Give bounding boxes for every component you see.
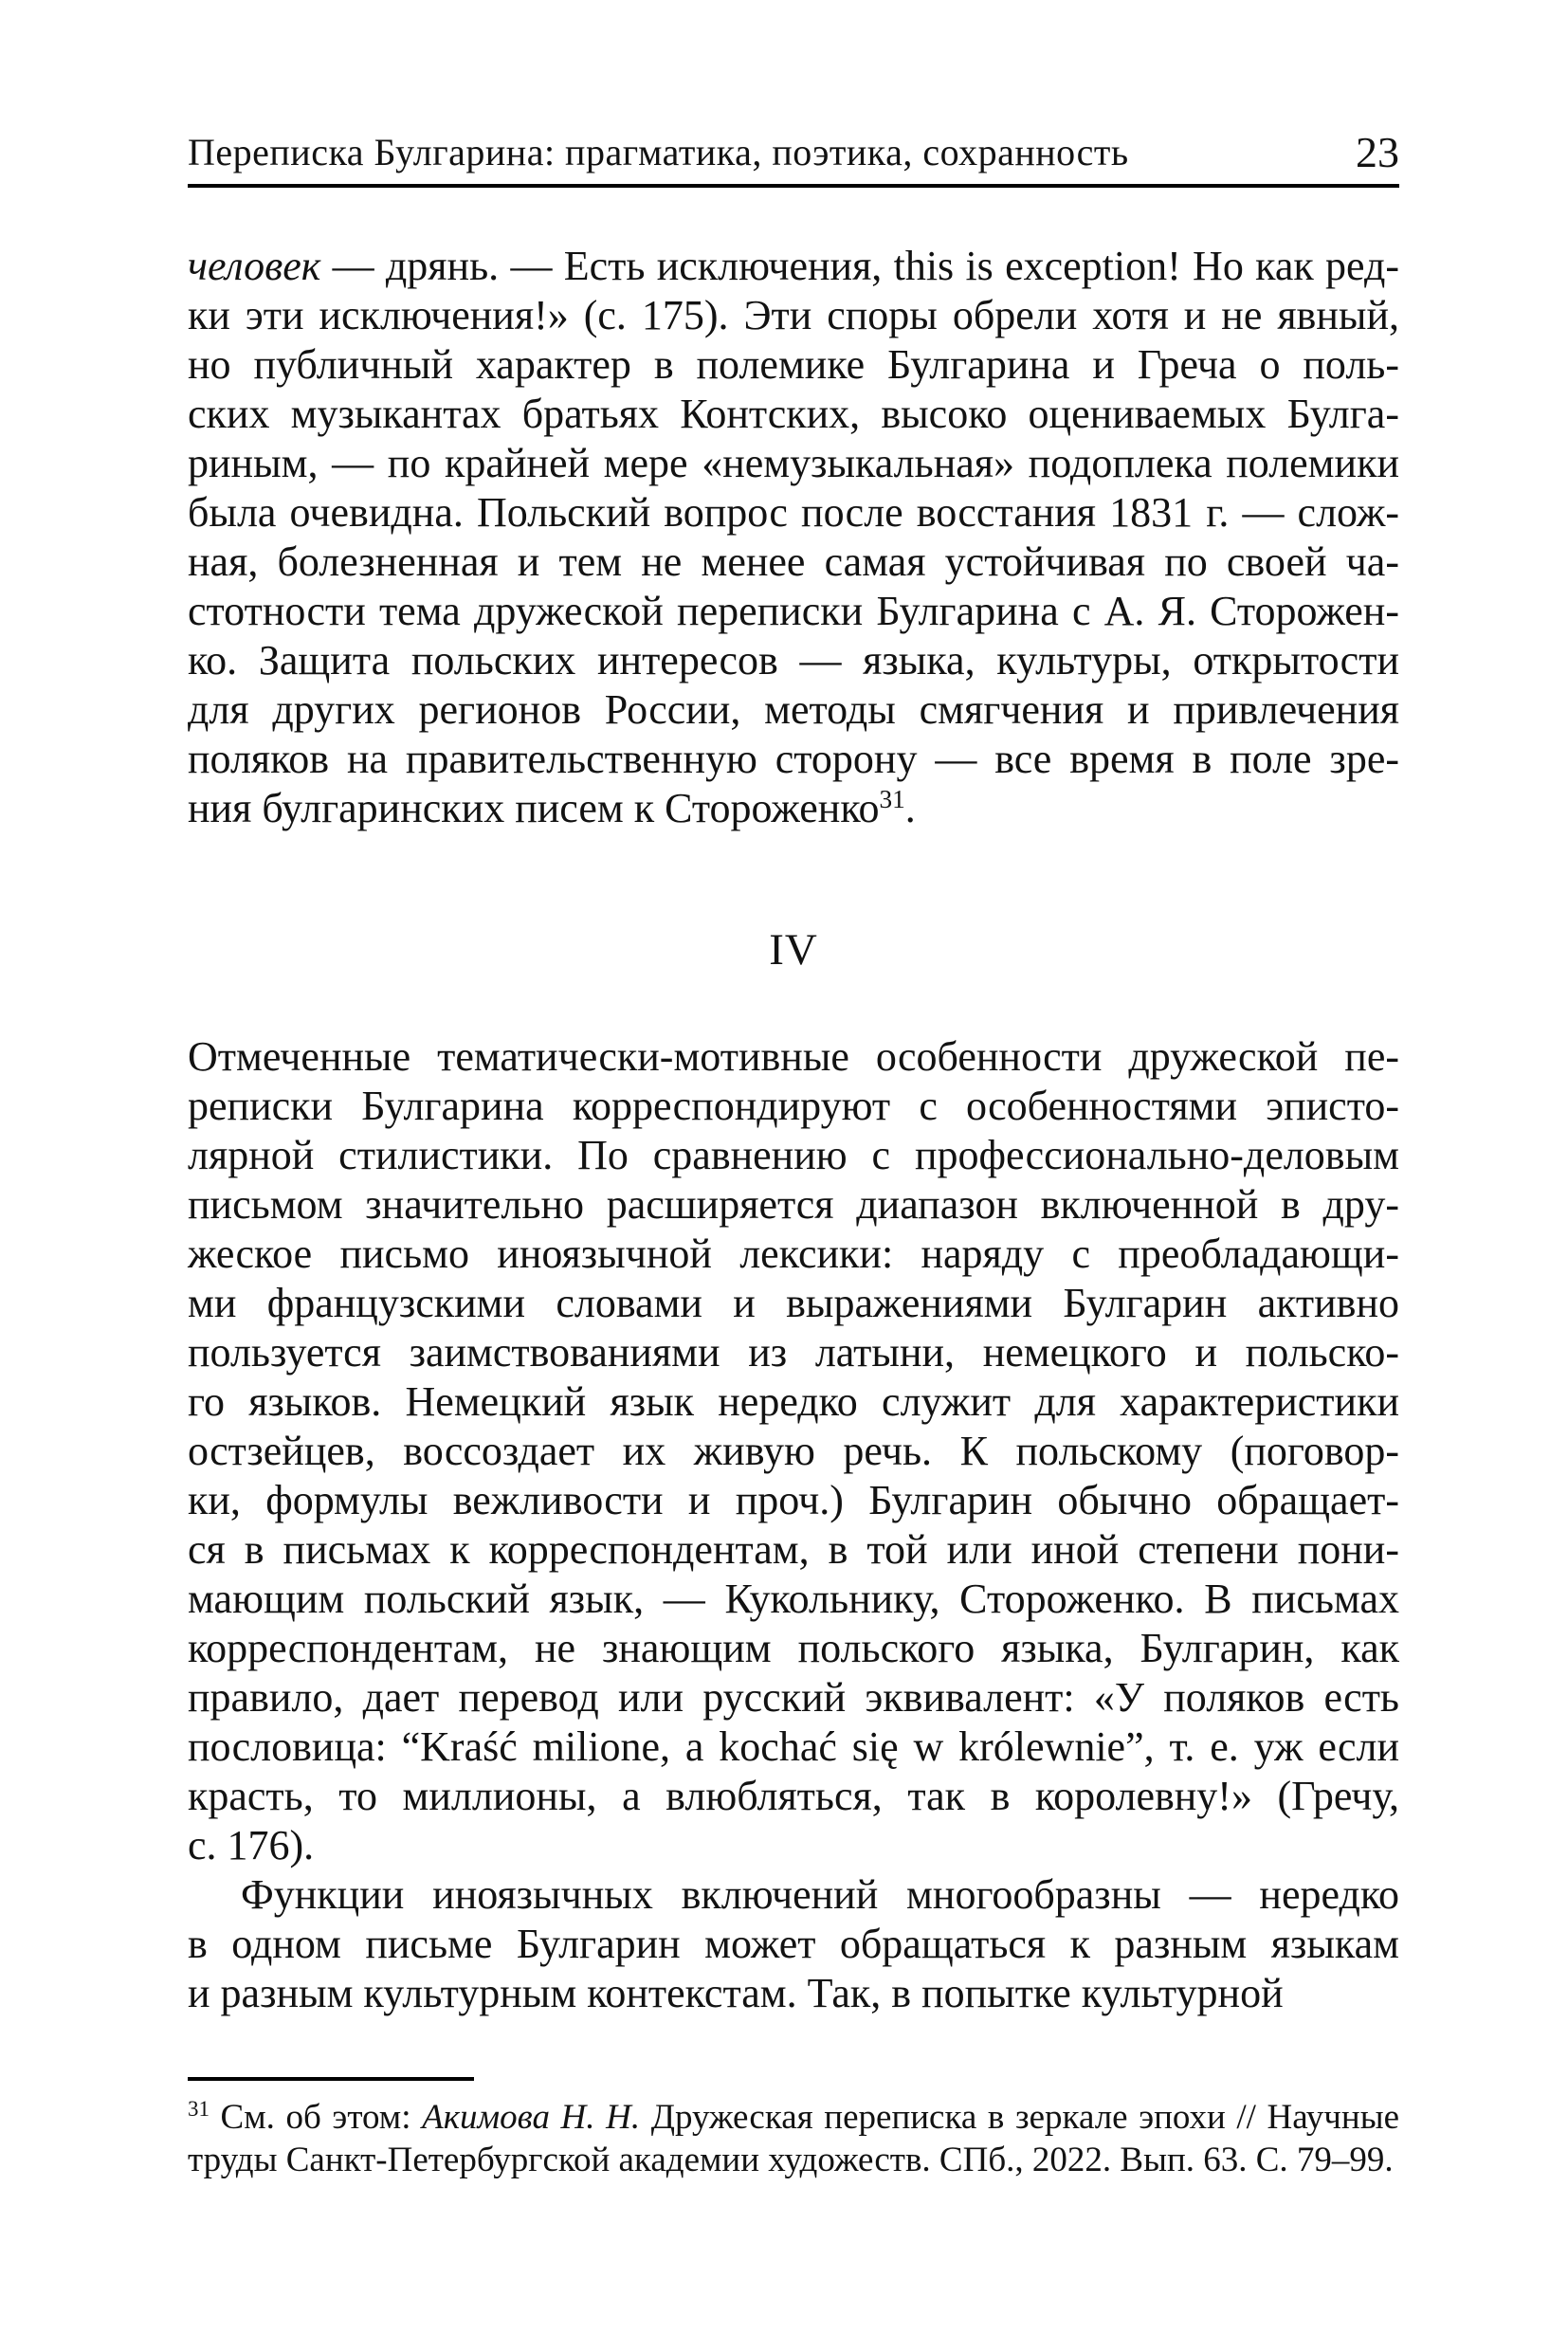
text-line: правило, дает перевод или русский эквивалент: «У поляков есть [188, 1674, 1399, 1721]
footnote-block [188, 2077, 1399, 2181]
page-body [188, 242, 1399, 2018]
text-line: ния булгаринских писем к Стороженко$^{31}$. [188, 785, 916, 831]
running-header [188, 128, 1399, 188]
text-line: $^{31}$ См. об этом: Акимова Н. Н. Дружеская переписка в зеркале эпохи // Научные [188, 2097, 1399, 2137]
text-line: ки эти исключения!» (с. 175). Эти споры обрели хотя и не явный, [188, 292, 1399, 338]
text-line: остзейцев, воссоздает их живую речь. К польскому (поговор- [188, 1428, 1399, 1474]
text-line: ми французскими словами и выражениями Булгарин активно [188, 1280, 1399, 1326]
text-line: с. 176). [188, 1822, 315, 1868]
footnote [188, 2096, 1399, 2181]
paragraph [188, 1032, 1399, 1870]
text-line: труды Санкт-Петербургской академии художеств. СПб., 2022. Вып. 63. С. 79–99. [188, 2141, 1394, 2179]
text-line: письмом значительно расширяется диапазон включенной в дру- [188, 1181, 1399, 1228]
footnote-separator [188, 2077, 474, 2081]
running-header-title: Переписка Булгарина: прагматика, поэтика, сохранность [188, 131, 1129, 173]
page-number: 23 [1356, 128, 1399, 176]
text-line: реписки Булгарина корреспондируют с особенностями эписто- [188, 1083, 1399, 1129]
text-line: ная, болезненная и тем не менее самая устойчивая по своей ча- [188, 538, 1399, 585]
text-line: го языков. Немецкий язык нередко служит для характеристики [188, 1378, 1399, 1425]
text-line: Отмеченные тематически-мотивные особенности дружеской пе- [188, 1033, 1399, 1080]
text-line: риным, — по крайней мере «немузыкальная» подоплека полемики [188, 440, 1399, 486]
text-line: человек — дрянь. — Есть исключения, this is exception! Но как ред- [188, 243, 1399, 289]
text-line: в одном письме Булгарин может обращаться к разным языкам [188, 1921, 1399, 1967]
text-line: была очевидна. Польский вопрос после восстания 1831 г. — слож- [188, 489, 1399, 536]
text-line: жеское письмо иноязычной лексики: наряду с преобладающи- [188, 1230, 1399, 1277]
text-line: ко. Защита польских интересов — языка, культуры, открытости [188, 637, 1399, 683]
text-line: ских музыкантах братьях Контских, высоко оцениваемых Булга- [188, 391, 1399, 437]
text-line: для других регионов России, методы смягчения и привлечения [188, 686, 1399, 733]
text-line: корреспондентам, не знающим польского языка, Булгарин, как [188, 1625, 1399, 1671]
text-line: ся в письмах к корреспондентам, в той или иной степени пони- [188, 1526, 1399, 1573]
text-line: но публичный характер в полемике Булгарина и Греча о поль- [188, 341, 1399, 388]
text-line: ки, формулы вежливости и проч.) Булгарин обычно обращает- [188, 1477, 1399, 1523]
section-heading: IV [769, 925, 818, 975]
text-line: Функции иноязычных включений многообразны — нередко [241, 1871, 1399, 1918]
text-line: пользуется заимствованиями из латыни, немецкого и польско- [188, 1329, 1399, 1376]
text-line: стотности тема дружеской переписки Булгарина с А. Я. Сторожен- [188, 588, 1399, 634]
text-line: поляков на правительственную сторону — все время в поле зре- [188, 736, 1399, 782]
text-line: и разным культурным контекстам. Так, в попытке культурной [188, 1970, 1284, 2016]
text-line: мающим польский язык, — Кукольнику, Стороженко. В письмах [188, 1576, 1399, 1622]
text-line: красть, то миллионы, а влюбляться, так в королевну!» (Гречу, [188, 1773, 1399, 1819]
paragraph [188, 242, 1399, 833]
book-page [188, 0, 1399, 2181]
paragraph [188, 1870, 1399, 2018]
text-line: пословица: “Kraść milione, a kochać się w królewnie”, т. е. уж если [188, 1723, 1399, 1770]
text-line: лярной стилистики. По сравнению с профессионально-деловым [188, 1132, 1399, 1178]
